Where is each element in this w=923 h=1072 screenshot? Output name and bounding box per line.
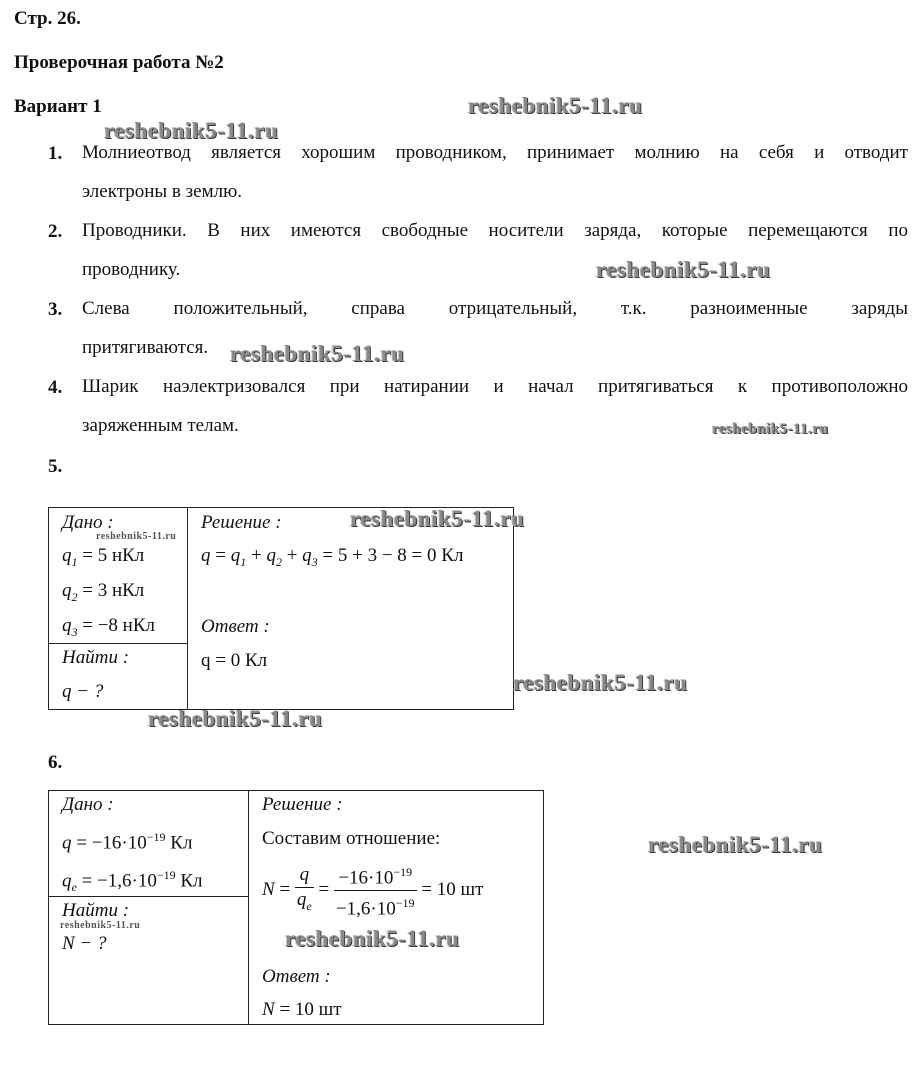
watermark: reshebnik5-11.ru xyxy=(712,421,829,437)
task6-solution-heading: Решение : xyxy=(262,794,343,815)
task5-number: 5. xyxy=(48,456,63,477)
answer-4-line1: Шарик наэлектризовался при натирании и начал притягиваться к противоположно xyxy=(82,376,908,397)
task5-given-q2: $q_2 = 3$ нКл xyxy=(62,580,145,604)
task5-answer-value: q = 0 Кл xyxy=(201,650,268,671)
task5-find-value: q − ? xyxy=(62,681,104,702)
watermark: reshebnik5-11.ru xyxy=(96,531,177,542)
answer-2-line2: проводнику. xyxy=(82,259,181,280)
task6-divider-horizontal xyxy=(48,896,249,897)
task6-given-heading: Дано : xyxy=(62,794,114,815)
task6-answer-value: N = 10 шт xyxy=(262,999,342,1020)
watermark: reshebnik5-11.ru xyxy=(513,670,688,695)
watermark: reshebnik5-11.ru xyxy=(285,926,460,951)
watermark: reshebnik5-11.ru xyxy=(648,832,823,857)
answer-1-text xyxy=(82,133,908,211)
answer-1-line1: Молниеотвод является хорошим проводником, принимает молнию на себя и отводит xyxy=(82,142,908,163)
task6-find-heading: Найти : xyxy=(62,900,130,921)
page-label: Стр. 26. xyxy=(14,8,81,29)
watermark: reshebnik5-11.ru xyxy=(468,93,643,118)
variant-title: Вариант 1 xyxy=(14,96,102,117)
answer-2-text xyxy=(82,211,908,289)
task6-fraction-values: $\frac{-16\cdot 10^{-19}}{-1,6\cdot 10^{-19}}$ xyxy=(334,860,417,922)
watermark: reshebnik5-11.ru xyxy=(104,118,279,143)
task6-divider-vertical xyxy=(248,790,249,1024)
answer-1-line2: электроны в землю. xyxy=(82,181,243,202)
answer-3-line1: Слева положительный, справа отрицательный, т.к. разноименные заряды xyxy=(82,298,908,319)
task5-find-heading: Найти : xyxy=(62,647,130,668)
task6-fraction-q-over-qe: $\frac{q}{q_e}$ xyxy=(296,864,312,914)
task6-answer-heading: Ответ : xyxy=(262,966,331,987)
task6-solution-intro: Составим отношение: xyxy=(262,828,441,849)
answer-2-line1: Проводники. В них имеются свободные носители заряда, которые перемещаются по xyxy=(82,220,908,241)
watermark: reshebnik5-11.ru xyxy=(60,920,141,931)
watermark: reshebnik5-11.ru xyxy=(596,257,771,282)
task6-given-qe: $q_e = -1,6\cdot 10^{-19}$ Кл xyxy=(62,868,203,895)
work-title: Проверочная работа №2 xyxy=(14,52,224,73)
answer-4-line2: заряженным телам. xyxy=(82,415,239,436)
task5-solution-heading: Решение : xyxy=(201,512,282,533)
watermark: reshebnik5-11.ru xyxy=(148,706,323,731)
task6-given-q: $q = -16\cdot 10^{-19}$ Кл xyxy=(62,830,193,854)
task5-divider-vertical xyxy=(187,507,188,709)
task5-given-q1: $q_1 = 5$ нКл xyxy=(62,545,145,569)
task6-number: 6. xyxy=(48,752,63,773)
answer-3-line2: притягиваются. xyxy=(82,337,209,358)
task6-solution-formula: N = $\frac{q}{q_e}$ = $\frac{-16\cdot 10^{-19}}{-1,6\cdot 10^{-19}}$ = 10 шт xyxy=(262,860,483,922)
task5-solution-formula: $q = q_1 + q_2 + q_3 = 5 + 3 - 8 = 0$ Кл xyxy=(201,545,464,569)
answer-2-number: 2. xyxy=(48,221,63,242)
watermark: reshebnik5-11.ru xyxy=(350,506,525,531)
task5-given-heading: Дано : xyxy=(62,512,114,533)
task5-given-q3: $q_3 = -8$ нКл xyxy=(62,615,156,639)
answer-3-number: 3. xyxy=(48,299,63,320)
task5-answer-heading: Ответ : xyxy=(201,616,270,637)
answer-4-number: 4. xyxy=(48,377,63,398)
answer-3-text xyxy=(82,289,908,367)
task6-find-value: N − ? xyxy=(62,933,107,954)
watermark: reshebnik5-11.ru xyxy=(230,341,405,366)
task5-divider-horizontal xyxy=(48,643,188,644)
answer-1-number: 1. xyxy=(48,143,63,164)
